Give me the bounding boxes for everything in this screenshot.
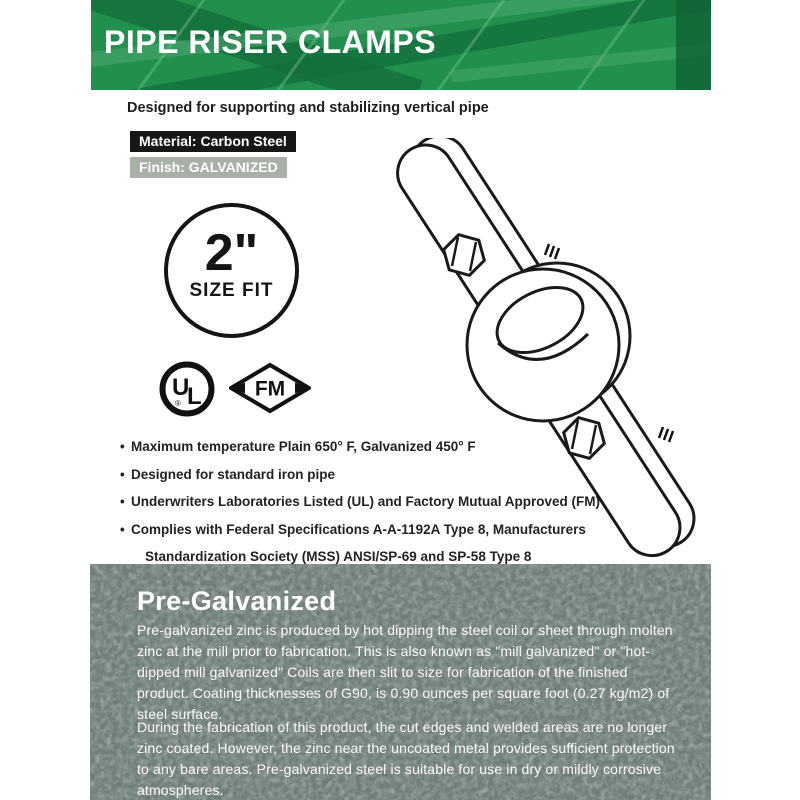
page-title: PIPE RISER CLAMPS — [104, 24, 437, 60]
feature-text: Designed for standard iron pipe — [131, 466, 336, 482]
bullet-marker: • — [120, 466, 125, 482]
ul-letter-l: L — [187, 383, 202, 410]
feature-list — [120, 437, 680, 575]
feature-text: Maximum temperature Plain 650° F, Galvanized 450° F — [131, 439, 476, 454]
feature-text: Standardization Society (MSS) ANSI/SP-69 and SP-58 Type 8 — [145, 549, 532, 564]
list-item — [120, 520, 680, 539]
bullet-marker: • — [120, 521, 125, 537]
fm-approved-icon — [229, 362, 311, 414]
size-fit-badge — [164, 203, 299, 338]
material-badge: Material: Carbon Steel — [130, 131, 296, 152]
panel-heading: Pre-Galvanized — [137, 586, 337, 616]
feature-text: Complies with Federal Specifications A-A-1192A Type 8, Manufacturers — [131, 521, 586, 537]
finish-badge: Finish: GALVANIZED — [130, 157, 287, 178]
subtitle-text: Designed for supporting and stabilizing vertical pipe — [127, 100, 489, 116]
feature-text: Underwriters Laboratories Listed (UL) and Factory Mutual Approved (FM) — [131, 494, 601, 509]
header-banner — [91, 0, 711, 90]
list-item — [120, 492, 680, 511]
ul-listed-icon — [158, 360, 216, 418]
bullet-marker: • — [120, 494, 125, 509]
fm-text: FM — [254, 377, 286, 401]
bullet-marker: • — [120, 439, 125, 454]
panel-paragraph-2: During the fabrication of this product, the cut edges and welded areas are no longer zinc coated. However, the zinc near the uncoated metal provides sufficient protection to any bare areas. Pre-galvanized steel is suitable for use in dry or mildly corrosive atmospheres. — [137, 719, 675, 798]
size-value: 2" — [204, 224, 259, 282]
size-label: SIZE FIT — [189, 280, 274, 301]
list-item — [120, 465, 680, 484]
registered-trademark-icon: ® — [175, 399, 181, 408]
pre-galvanized-panel — [90, 564, 711, 800]
ul-letter-u: U — [172, 374, 190, 401]
panel-paragraph-1: Pre-galvanized zinc is produced by hot dipping the steel coil or sheet through molten zinc at the mill prior to fabrication. This is also known as "mill galvanized" or "hot-dipped mill galvanized" Coils are then slit to size for fabrication of the finished product. Coating thicknesses of G90, is 0.90 ounces per square foot (0.27 kg/m2) of steel surface. — [137, 622, 673, 722]
list-item — [120, 437, 680, 456]
